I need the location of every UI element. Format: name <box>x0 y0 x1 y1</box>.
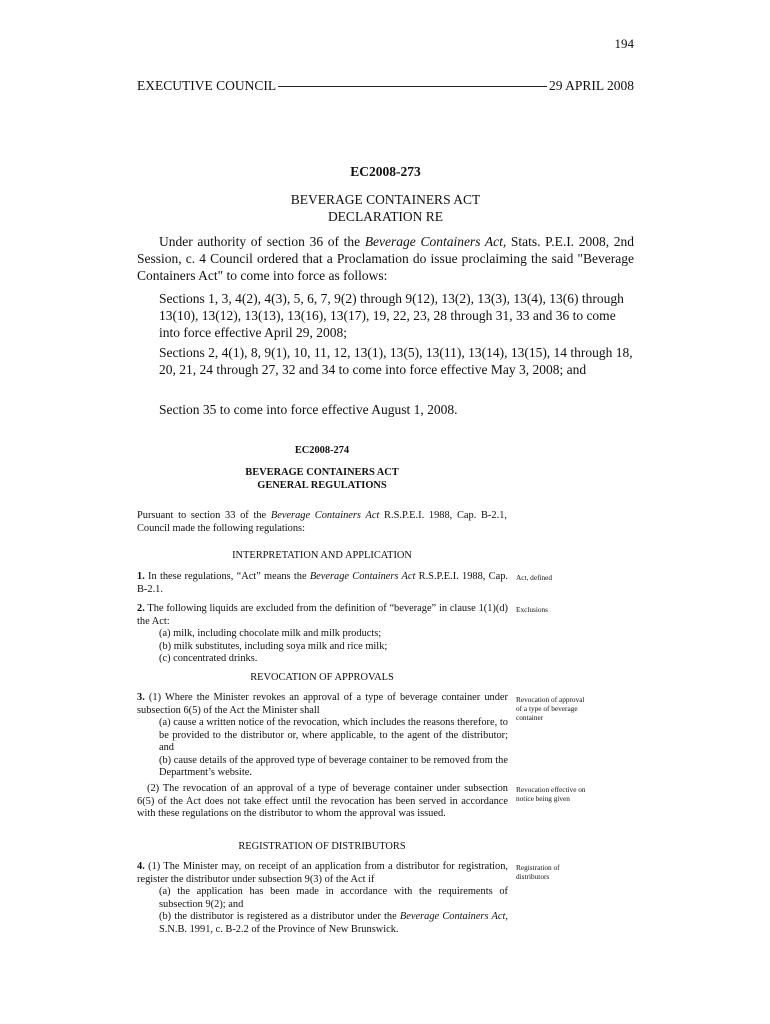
section-4 <box>137 861 508 936</box>
section-4-clause-b <box>137 911 508 936</box>
header-date: 29 APRIL 2008 <box>548 78 634 93</box>
section-3-clause-a: (a) cause a written notice of the revocation, which includes the reasons therefore, to be provided to the distributor or, where applicable, to the agent of the distributor; and <box>159 717 508 753</box>
section-1-act: Beverage Containers Act <box>309 571 416 582</box>
margin-note-exclusions: Exclusions <box>516 605 549 614</box>
order1-sections1: Sections 1, 3, 4(2), 4(3), 5, 6, 7, 9(2) through 9(12), 13(2), 13(3), 13(4), 13(6) through 13(10), 13(12), 13(13), 13(16), 13(17), 19, 22, 23, 28 through 31, 33 and 36 to come into force effective April 29, 2008; <box>159 291 624 340</box>
order1-title <box>137 191 634 225</box>
order2-pursuant <box>137 510 507 535</box>
section-2-text: The following liquids are excluded from the definition of “beverage” in clause 1(1)(d) the Act: <box>137 603 508 627</box>
section-4-text: (1) The Minister may, on receipt of an application from a distributor for registration, register the distributor under subsection 9(3) of the Act if <box>137 861 508 885</box>
order1-paragraph <box>137 233 634 284</box>
order1-para-post: Stats. P.E.I. 2008, 2nd Session, c. 4 Council ordered that a Proclamation do issue proclaiming the said "Beverage Containers Act" to come into force as follows: <box>137 234 635 283</box>
heading-interpretation: INTERPRETATION AND APPLICATION <box>232 550 412 561</box>
section-2-clause-b: (b) milk substitutes, including soya milk and rice milk; <box>159 640 388 652</box>
margin-note-act-defined: Act, defined <box>516 573 553 582</box>
section-2 <box>137 603 508 666</box>
order2-title <box>137 467 507 492</box>
section-4-clause-a: (a) the application has been made in accordance with the requirements of subsection 9(2); and <box>159 886 508 910</box>
order1-sections2: Sections 2, 4(1), 8, 9(1), 10, 11, 12, 13(1), 13(5), 13(11), 13(14), 13(15), 14 through 18, 20, 21, 24 through 27, 32 and 34 to come into force effective May 3, 2008; and <box>159 345 633 377</box>
order1-number: EC2008-273 <box>350 164 421 179</box>
section-3-subsection-2: (2) The revocation of an approval of a type of beverage container under subsection 6(5) of the Act does not take effect until the revocation has been served in accordance with these regulations on the distributor to whom the approval was issued. <box>137 783 508 819</box>
section-3-intro <box>137 692 508 717</box>
section-1 <box>137 571 508 596</box>
page-number: 194 <box>614 36 634 51</box>
order2-title-line1: BEVERAGE CONTAINERS ACT <box>245 467 399 478</box>
section-3-number: 3. <box>137 692 145 703</box>
section-2-intro <box>137 603 508 628</box>
section-3-clause-b: (b) cause details of the approved type of beverage container to be removed from the Department’s website. <box>159 754 508 778</box>
section-1-post: R.S.P.E.I. 1988, Cap. B-2.1. <box>137 571 508 595</box>
order2-title-line2: GENERAL REGULATIONS <box>257 479 387 491</box>
section-4-number: 4. <box>137 861 145 872</box>
heading-registration: REGISTRATION OF DISTRIBUTORS <box>238 841 406 852</box>
section-4-intro <box>137 861 508 886</box>
order2-number: EC2008-274 <box>294 445 350 456</box>
pursuant-pre: Pursuant to section 33 of the <box>137 510 271 521</box>
order1-para-act: Beverage Containers Act, <box>364 234 507 249</box>
order1-title-line1: BEVERAGE CONTAINERS ACT <box>290 192 481 207</box>
order1-sections3: Section 35 to come into force effective August 1, 2008. <box>159 402 458 417</box>
order1-para-pre: Under authority of section 36 of the <box>159 234 365 249</box>
section-3 <box>137 692 508 780</box>
section-4-b-pre: (b) the distributor is registered as a distributor under the <box>159 911 400 922</box>
margin-note-revocation: Revocation of approval of a type of beverage container <box>516 695 585 722</box>
header-title: EXECUTIVE COUNCIL <box>137 78 277 93</box>
section-1-number: 1. <box>137 571 145 582</box>
section-1-pre: In these regulations, “Act” means the <box>144 571 310 582</box>
page-header <box>137 78 634 94</box>
section-2-clause-a: (a) milk, including chocolate milk and milk products; <box>159 628 382 639</box>
margin-note-revocation-effective: Revocation effective on notice being given <box>516 785 586 803</box>
section-2-clause-c: (c) concentrated drinks. <box>159 653 258 664</box>
order1-title-line2: DECLARATION RE <box>327 209 444 224</box>
heading-revocation: REVOCATION OF APPROVALS <box>250 672 394 683</box>
pursuant-act: Beverage Containers Act <box>270 510 380 521</box>
section-3-text: (1) Where the Minister revokes an approval of a type of beverage container under subsection 6(5) of the Act the Minister shall <box>137 692 508 716</box>
margin-note-registration: Registration of distributors <box>516 863 560 881</box>
section-2-number: 2. <box>137 603 145 614</box>
header-rule <box>278 86 547 87</box>
section-4-b-act: Beverage Containers Act <box>399 911 506 922</box>
pursuant-post: R.S.P.E.I. 1988, Cap. B-2.1, Council made the following regulations: <box>137 510 507 534</box>
section-4-b-post: , S.N.B. 1991, c. B-2.2 of the Province of New Brunswick. <box>159 911 508 935</box>
